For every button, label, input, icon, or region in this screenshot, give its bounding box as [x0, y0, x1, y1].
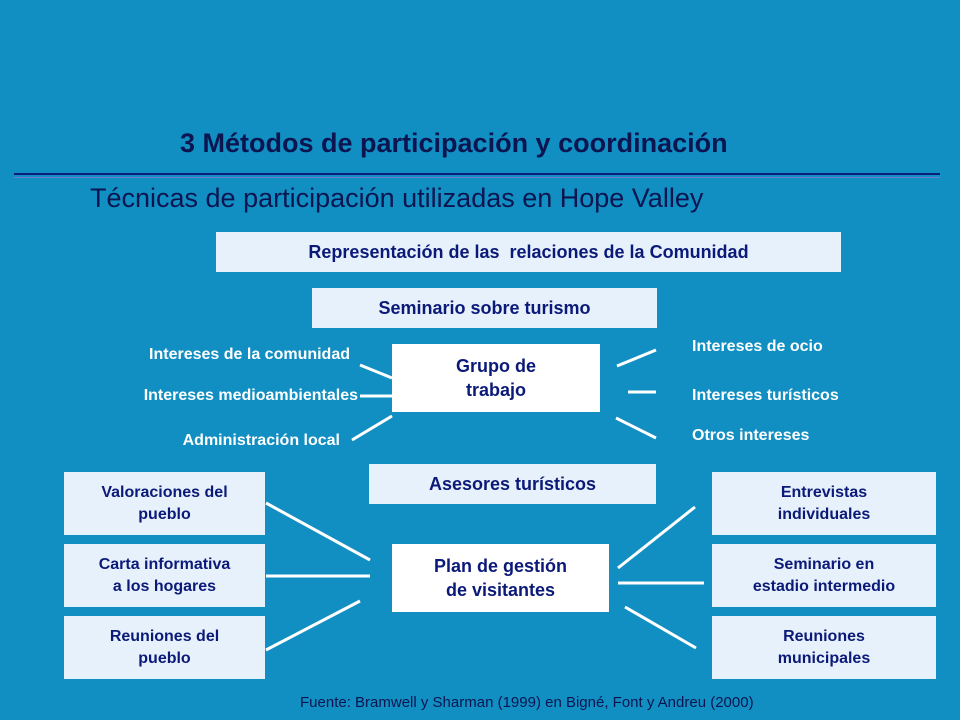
grupo-line2: trabajo — [465, 380, 526, 400]
bar-seminario-label: Seminario sobre turismo — [378, 297, 591, 318]
label-intereses-comunidad: Intereses de la comunidad — [149, 346, 350, 363]
connector-entrevistas — [618, 507, 695, 568]
label-intereses-medioambientales: Intereses medioambientales — [143, 387, 358, 404]
grupo-line1: Grupo de — [456, 355, 536, 376]
box-valoraciones-line2: pueblo — [138, 505, 191, 523]
plan-line2: de visitantes — [445, 580, 556, 600]
connector-administracion — [352, 416, 392, 440]
box-seminario-line2: estadio intermedio — [752, 577, 896, 595]
connector-reuniones-municipales — [625, 607, 696, 648]
connector-otros — [616, 418, 656, 438]
connector-ocio — [617, 350, 656, 366]
bar-asesores-label: Asesores turísticos — [428, 473, 597, 494]
connector-comunidad — [360, 365, 392, 378]
box-reuniones-municipales-line1: Reuniones — [783, 627, 865, 645]
label-intereses-ocio: Intereses de ocio — [692, 338, 823, 355]
label-administracion-local: Administración local — [182, 432, 340, 449]
source-note: Fuente: Bramwell y Sharman (1999) en Bigné, Font y Andreu (2000) — [300, 694, 754, 711]
label-otros-intereses: Otros intereses — [692, 427, 810, 444]
plan-line1: Plan de gestión — [433, 555, 568, 576]
connector-valoraciones — [266, 503, 370, 560]
box-carta-line2: a los hogares — [112, 577, 217, 595]
box-reuniones-municipales-line2: municipales — [777, 649, 871, 667]
box-reuniones-pueblo-line2: pueblo — [138, 649, 191, 667]
box-entrevistas-line1: Entrevistas — [780, 483, 868, 501]
bar-representacion-label: Representación de las relaciones de la Comunidad — [308, 241, 749, 262]
connector-reuniones-pueblo — [266, 601, 360, 650]
page-subtitle: Técnicas de participación utilizadas en Hope Valley — [90, 183, 704, 213]
label-intereses-turisticos: Intereses turísticos — [692, 387, 839, 404]
box-seminario-line1: Seminario en — [773, 555, 875, 573]
box-valoraciones-line1: Valoraciones del — [101, 483, 228, 501]
box-reuniones-pueblo-line1: Reuniones del — [109, 627, 220, 645]
box-entrevistas-line2: individuales — [777, 505, 871, 523]
box-carta-line1: Carta informativa — [98, 555, 231, 573]
page-title: 3 Métodos de participación y coordinación — [180, 128, 728, 158]
